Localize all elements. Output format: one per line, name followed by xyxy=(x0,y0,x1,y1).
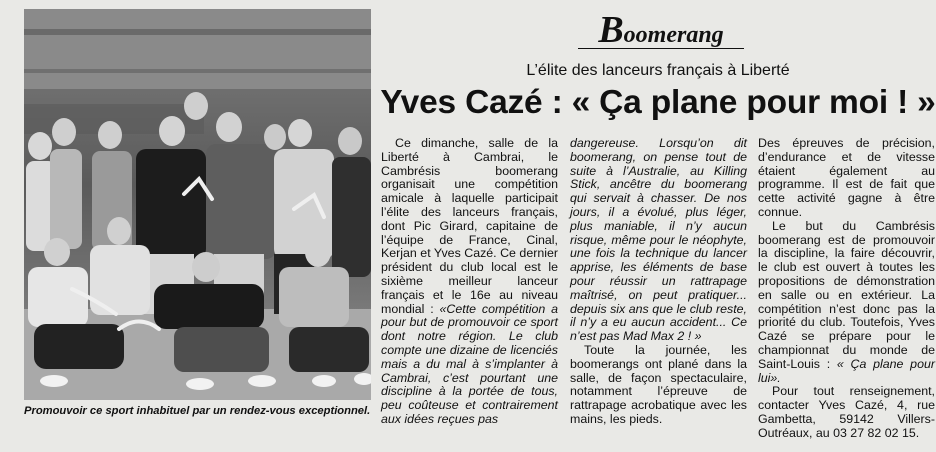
photo-caption: Promouvoir ce sport inhabituel par un rendez-vous exceptionnel. xyxy=(24,405,371,417)
quote-text: «Cette compétition a pour but de promouvoir ce sport dont notre région. Le club compte une dizaine de licenciés mais a du mal à s’implanter à Cambrai, c’est pourtant une discipline à la portée de tous, peu coûteuse et contrairement aux idées reçues pas xyxy=(381,301,558,426)
paragraph xyxy=(381,137,558,427)
paragraph xyxy=(758,220,935,386)
kicker: L’élite des lanceurs français à Liberté xyxy=(526,62,790,79)
group-photo xyxy=(24,9,371,400)
section-rubric xyxy=(578,8,744,49)
paragraph xyxy=(570,137,747,344)
quote-text: dangereuse. Lorsqu’on dit boomerang, on pense tout de suite à l’Australie, au Killing Stick, ancêtre du boomerang qui servait à chasser. De nos jours, il a évolué, plus léger, plus maniable, il n’y aucun risque, même pour le néophyte, une fois la technique du lancer apprise, les éléments de base pour réussir un rattrapage maîtrisé, on peut pratiquer... depuis six ans que le club reste, il n’y a eu aucun accident... Ce n’est pas Mad Max 2 ! » xyxy=(570,136,747,344)
text: Le but du Cambrésis boomerang est de promouvoir la discipline, la faire découvrir, le club est ouvert à toutes les propositions de démonstration en salle ou en extérieur. La compétition n’est donc pas la priorité du club. Toutefois, Yves Cazé se prépare pour le championnat du monde de Saint-Louis : xyxy=(758,218,935,371)
rubric-initial: B xyxy=(598,9,624,51)
paragraph: Pour tout renseignement, contacter Yves Cazé, 4, rue Gambetta, 59142 Villers-Outréaux, au 03 27 82 02 15. xyxy=(758,384,935,440)
rubric-rest: oomerang xyxy=(623,22,724,48)
text: Ce dimanche, salle de la Liberté à Cambrai, le Cambrésis boomerang organisait une compétition amicale à laquelle participait l’élite des lanceurs français, dont Pic Girard, capitaine de l’équipe de France, Cinal, Kerjan et Yves Cazé. Ce dernier président du club local est le sixième meilleur lanceur français et le 16e au niveau mondial : xyxy=(381,136,558,316)
paragraph: Des épreuves de précision, d’endurance et de vitesse étaient également au programme. Il est de fait que cette activité gagne à être connue. xyxy=(758,136,935,219)
article-column-3 xyxy=(758,137,935,441)
article-column-2 xyxy=(570,137,747,427)
group-photo-drawing xyxy=(24,9,371,400)
quote-text: « Ça plane pour lui». xyxy=(758,356,935,385)
paragraph: Toute la journée, les boomerangs ont plané dans la salle, de façon spectaculaire, notamment l’épreuve de rattrapage acrobatique avec les mains, les pieds. xyxy=(570,342,747,426)
article-column-1 xyxy=(381,137,558,427)
headline: Yves Cazé : « Ça plane pour moi ! » xyxy=(380,84,936,121)
